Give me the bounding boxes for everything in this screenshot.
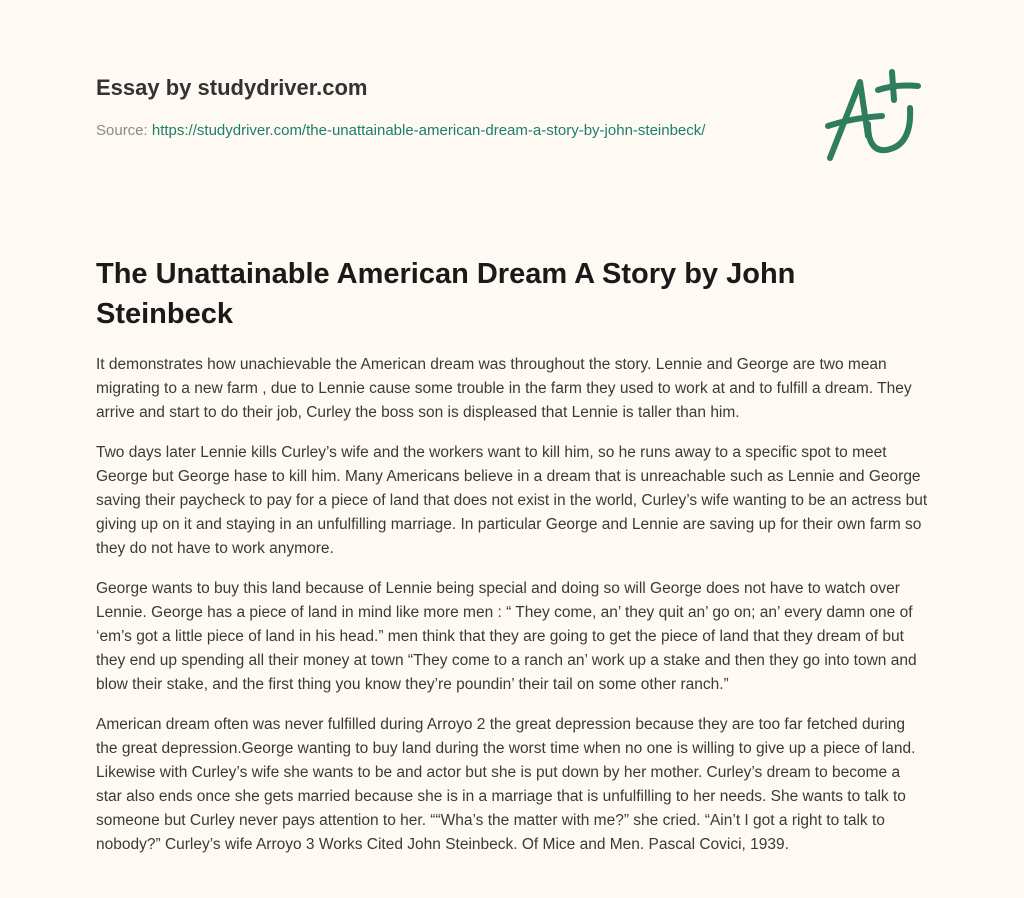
source-label: Source: xyxy=(96,122,148,139)
essay-paragraph: Two days later Lennie kills Curley’s wife and the workers want to kill him, so he runs away to a specific spot to meet George but George hase to kill him. Many Americans believe in a dream that is unreachable such as Lennie and George saving their paycheck to pay for a piece of land that does not exist in the world, Curley’s wife wanting to be an actress but giving up on it and staying in an unfulfilling marriage. In particular George and Lennie are saving up for their own farm so they do not have to work anymore. xyxy=(96,444,928,557)
site-title: Essay by studydriver.com xyxy=(96,75,368,100)
essay-body xyxy=(96,353,930,873)
essay-paragraph: George wants to buy this land because of Lennie being special and doing so will George does not have to watch over Lennie. George has a piece of land in mind like more men : “ They come, an’ they quit an’ go on; an’ every damn one of ‘em’s got a little piece of land in his head.” men think that they are going to get the piece of land that they dream of but they end up spending all their money at town “They come to a ranch an’ work up a stake and then they go into town and blow their stake, and the first thing you know they’re poundin’ their tail on some other ranch.” xyxy=(96,580,917,693)
page-header xyxy=(96,74,796,140)
essay-paragraph: American dream often was never fulfilled during Arroyo 2 the great depression because they are too far fetched during the great depression.George wanting to buy land during the worst time when no one is willing to give up a piece of land. Likewise with Curley’s wife she wants to be and actor but she is put down by her mother. Curley’s dream to become a star also ends once she gets married because she is in a marriage that is unfulfilling to her needs. She wants to talk to someone but Curley never pays attention to her. ““Wha’s the matter with me?” she cried. “Ain’t I got a right to talk to nobody?” Curley’s wife Arroyo 3 Works Cited John Steinbeck. Of Mice and Men. Pascal Covici, 1939. xyxy=(96,716,916,853)
essay-paragraph: It demonstrates how unachievable the American dream was throughout the story. Lennie and George are two mean migrating to a new farm , due to Lennie cause some trouble in the farm they used to work at and to fulfill a dream. They arrive and start to do their job, Curley the boss son is displeased that Lennie is taller than him. xyxy=(96,356,912,421)
source-line xyxy=(96,122,796,140)
a-plus-grade-icon xyxy=(822,68,928,164)
essay-title: The Unattainable American Dream A Story by John Steinbeck xyxy=(96,258,796,330)
source-link[interactable]: https://studydriver.com/the-unattainable-american-dream-a-story-by-john-steinbeck/ xyxy=(151,122,706,139)
